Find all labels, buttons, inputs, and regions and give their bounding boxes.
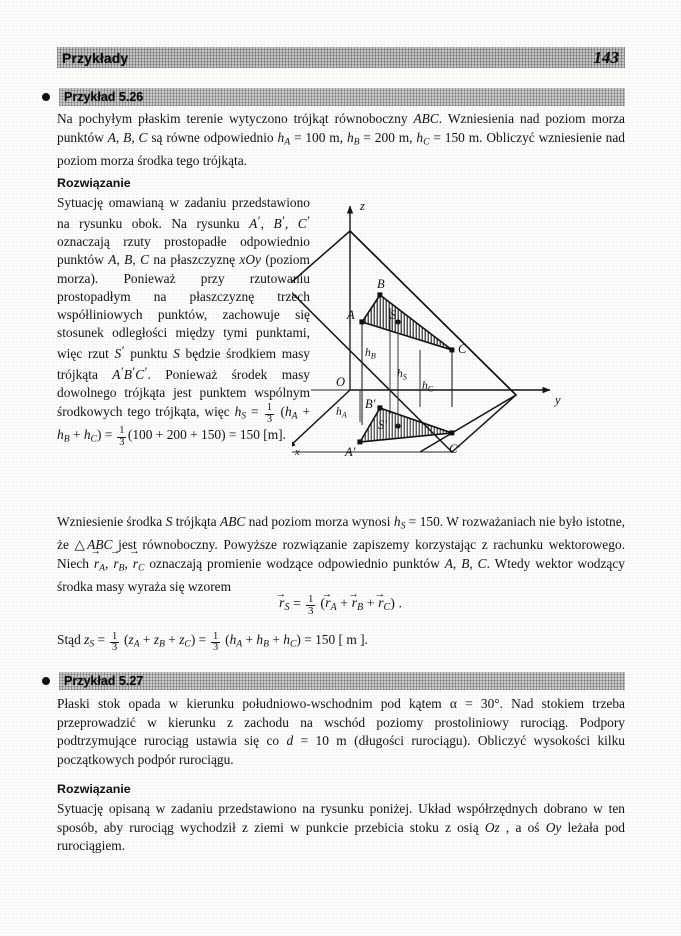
axis-label-y: y: [555, 393, 561, 407]
figure-triangle-projection: [292, 190, 650, 478]
running-head-title: Przykłady: [62, 49, 129, 66]
example-heading-5-27: [42, 672, 625, 690]
label-point-B: B: [377, 277, 385, 291]
bullet-icon: [42, 93, 50, 101]
equation-zs-result: Stąd $z_S$ = $\frac{1}{3}$ $(z_A + z_B + z_C)$ = $\frac{1}{3}$ $(h_A + h_B + h_C) = 150$ [ m ].: [57, 630, 368, 654]
page-number: 143: [593, 47, 619, 67]
label-height-hS: $h_S$: [397, 368, 407, 382]
point-B-prime: [377, 405, 382, 410]
triangle-abc-projected: [360, 408, 452, 442]
label-height-hA: $h_A$: [336, 406, 347, 420]
solution-text-5-27: Sytuację opisaną w zadaniu przedstawiono na rysunku poniżej. Układ współrzędnych dobrano w ten sposób, aby rurociąg wychodził z ziemi w punkcie przebicia stoku z osią Oz , a oś Oy leżała pod rurociągiem.: [57, 801, 626, 854]
example-heading-5-26: [42, 88, 625, 106]
label-point-S-prime: S′: [378, 418, 387, 432]
point-C: [449, 347, 454, 352]
axis-label-z: z: [360, 199, 365, 213]
point-C-prime: [449, 430, 454, 435]
label-point-A: A: [347, 308, 355, 322]
axis-label-x: x: [295, 447, 300, 458]
triangle-abc: [362, 295, 452, 350]
example-heading-band: [59, 672, 625, 690]
bullet-icon: [42, 677, 50, 685]
label-point-C-prime: C′: [449, 442, 461, 456]
equation-rs-centroid: → $r_S$ = $\frac{1}{3}$ (→ $r_A$ + → $r_B$ + → $r_C$) .: [0, 594, 681, 617]
label-point-C: C: [458, 342, 467, 356]
label-height-hB: $h_B$: [365, 347, 376, 361]
axis-label-origin: O: [336, 375, 346, 389]
example-heading-label: Przykład 5.26: [64, 90, 144, 104]
label-point-B-prime: B′: [365, 397, 376, 411]
solution-text-after-figure-5-26: Wzniesienie środka S trójkąta ABC nad poziom morza wynosi $h_S = 150$. W rozważaniach nie było istotne, że △ABC jest równoboczny. Powyższe rozwiązanie zapiszemy korzystając z rachunku wektorowego. Niech → $r_A$, → $r_B$, → $r_C$ oznaczają promienie wodzące odpowiednio punktów A, B, C. Wtedy wektor wodzący środka masy wyraża się wzorem: [57, 513, 625, 597]
figure-svg: [292, 190, 650, 478]
solution-heading-5-26: Rozwiązanie: [57, 176, 131, 190]
problem-statement-5-27: Płaski stok opada w kierunku południowo-wschodnim pod kątem α = 30°. Nad stokiem trzeba przeprowadzić w kierunku z zachodu na wschód poziomy prostoliniowy rurociąg. Podpory podtrzymujące rurociąg ustawia się co d = 10 m (długości rurociągu). Obliczyć wysokości kilku początkowych podpór rurociągu.: [57, 696, 625, 767]
point-A: [359, 319, 364, 324]
running-head: [57, 47, 625, 68]
label-point-A-prime: A′: [345, 445, 356, 459]
point-B: [377, 292, 382, 297]
problem-statement-5-26: Na pochyłym płaskim terenie wytyczono trójkąt równoboczny ABC. Wzniesienia nad poziom morza punktów A, B, C są równe odpowiednio $h_A = 100$ m, $h_B = 200$ m, $h_C = 150$ m. Obliczyć wzniesienie nad poziom morza środka tego trójkąta.: [57, 111, 625, 168]
example-heading-band: [59, 88, 625, 106]
example-heading-label: Przykład 5.27: [64, 674, 144, 688]
solution-text-column-5-26: Sytuację omawianą w zadaniu przedstawiono na rysunku obok. Na rysunku A′, B′, C′ oznaczają rzuty prostopadłe odpowiednio punktów A, B, C na płaszczyznę xOy (poziom morza). Ponieważ przy rzutowaniu prostopadłym na płaszczyznę trzech współliniowych punktów, zachowuje się stosunek odległości między tymi punktami, więc rzut S′ punktu S będzie środkiem masy trójkąta A′B′C′. Ponieważ środek masy dowolnego trójkąta jest punktem wspólnym środkowych tego trójkąta, więc $h_S$ = $\frac{1}{3}$ $(h_A + h_B + h_C)$ = $\frac{1}{3}$ (100 + 200 + 150) = 150 [m].: [57, 195, 310, 449]
label-height-hC: $h_C$: [422, 380, 434, 394]
solution-heading-5-27: Rozwiązanie: [57, 782, 131, 796]
label-point-S: S: [390, 308, 397, 322]
point-A-prime: [357, 439, 362, 444]
